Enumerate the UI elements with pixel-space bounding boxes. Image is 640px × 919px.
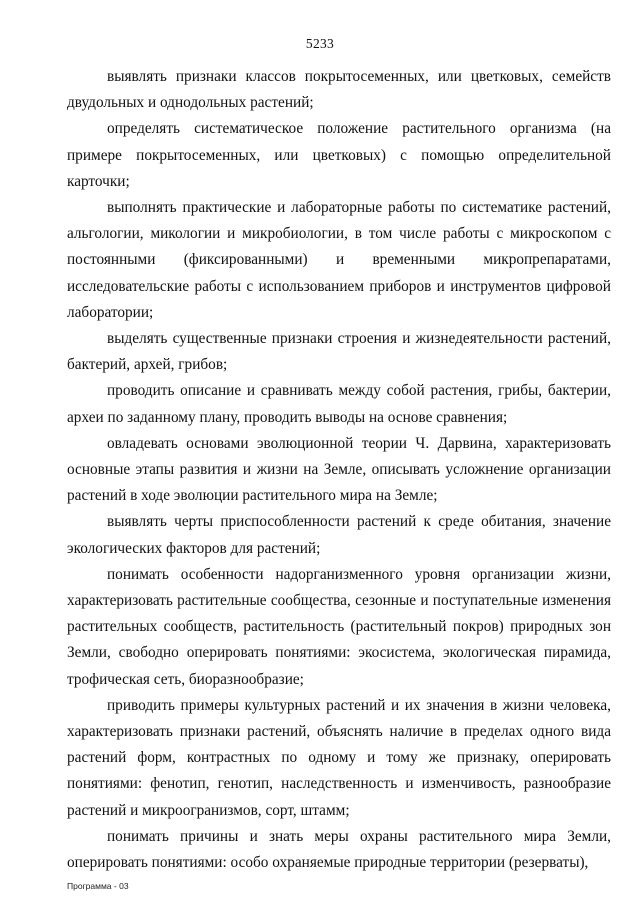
- paragraph: проводить описание и сравнивать между собой растения, грибы, бактерии, археи по заданному плану, проводить выводы на основе сравнения;: [67, 382, 611, 426]
- paragraph: выделять существенные признаки строения и жизнедеятельности растений, бактерий, архей, грибов;: [67, 330, 611, 374]
- footer-label: Программа - 03: [67, 881, 129, 891]
- paragraph: понимать особенности надорганизменного уровня организации жизни, характеризовать растительные сообщества, сезонные и поступательные изменения растительных сообществ, растительность (растительный покров) природных зон Земли, свободно оперировать понятиями: экосистема, экологическая пирамида, трофическая сеть, биоразнообразие;: [67, 565, 611, 688]
- paragraph: приводить примеры культурных растений и их значения в жизни человека, характеризовать признаки растений, объяснять наличие в пределах одного вида растений форм, контрастных по одному и тому же признаку, оперировать понятиями: фенотип, генотип, наследственность и изменчивость, разнообразие растений и микроогранизмов, сорт, штамм;: [67, 696, 611, 819]
- paragraph: определять систематическое положение растительного организма (на примере покрытосеменных, или цветковых) с помощью определительной карточки;: [67, 120, 611, 190]
- paragraph: понимать причины и знать меры охраны растительного мира Земли, оперировать понятиями: особо охраняемые природные территории (резерваты),: [67, 827, 611, 872]
- paragraph: выполнять практические и лабораторные работы по систематике растений, альгологии, микологии и микробиологии, в том числе работы с микроскопом с постоянными (фиксированными) и временными микропрепаратами, исследовательские работы с использованием приборов и инструментов цифровой лаборатории;: [67, 199, 611, 321]
- paragraph: овладевать основами эволюционной теории Ч. Дарвина, характеризовать основные этапы развития и жизни на Земле, описывать усложнение организации растений в ходе эволюции растительного мира на Земле;: [67, 434, 611, 505]
- paragraph: выявлять признаки классов покрытосеменных, или цветковых, семейств двудольных и однодольных растений;: [67, 68, 611, 112]
- page-number: 5233: [305, 36, 335, 51]
- document-body: [67, 64, 611, 876]
- paragraph: выявлять черты приспособленности растений к среде обитания, значение экологических факторов для растений;: [67, 513, 611, 557]
